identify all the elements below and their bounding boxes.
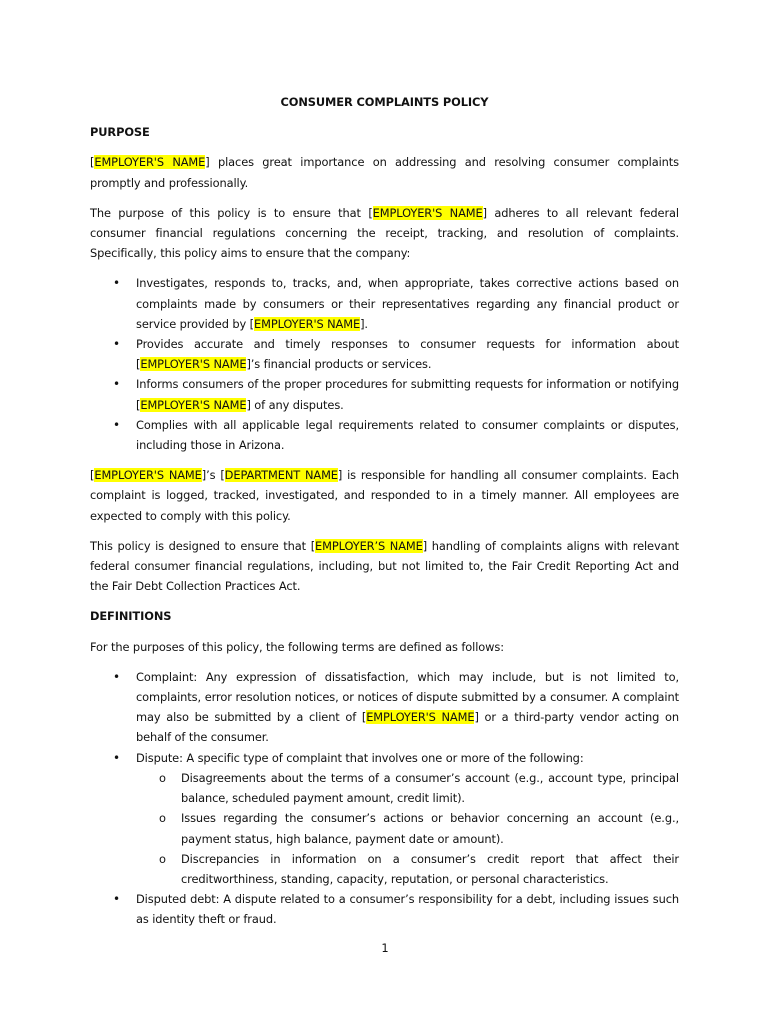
purpose-bullet-list [90, 273, 679, 455]
employer-placeholder: EMPLOYER'S NAME [140, 397, 247, 412]
employer-placeholder: EMPLOYER'S NAME [254, 316, 361, 331]
document-page [90, 92, 679, 940]
list-item: o Issues regarding the consumer’s actions or behavior concerning an account (e.g., payment status, high balance, payment date or amount). [136, 808, 679, 848]
employer-placeholder: EMPLOYER’S NAME [315, 538, 423, 553]
definitions-list [90, 667, 679, 930]
page-number: 1 [381, 941, 389, 955]
employer-placeholder: EMPLOYER'S NAME [140, 357, 247, 372]
dispute-sublist [136, 768, 679, 889]
list-item: • Complaint: Any expression of dissatisfaction, which may include, but is not limited to, complaints, error resolution notices, or notices of dispute submitted by a consumer. A complaint may also be submitted by a client of [EMPLOYER'S NAME] or a third-party vendor acting on behalf of the consumer. [90, 667, 679, 748]
list-item: • Provides accurate and timely responses to consumer requests for information about [EMPLOYER'S NAME]’s financial products or services. [90, 334, 679, 374]
employer-placeholder: EMPLOYER'S NAME [94, 468, 202, 483]
list-item: • Disputed debt: A dispute related to a consumer’s responsibility for a debt, including issues such as identity theft or fraud. [90, 889, 679, 929]
list-item: • Informs consumers of the proper procedures for submitting requests for information or notifying [EMPLOYER'S NAME] of any disputes. [90, 374, 679, 414]
list-item: o Disagreements about the terms of a consumer’s account (e.g., account type, principal balance, scheduled payment amount, credit limit). [136, 768, 679, 808]
list-item: • Investigates, responds to, tracks, and, when appropriate, takes corrective actions based on complaints made by consumers or their representatives regarding any financial product or service provided by [EMPLOYER'S NAME]. [90, 273, 679, 334]
list-item: o Discrepancies in information on a consumer’s credit report that affect their creditworthiness, standing, capacity, reputation, or personal characteristics. [136, 849, 679, 889]
purpose-paragraph-1: [EMPLOYER'S NAME] places great importance on addressing and resolving consumer complaints promptly and professionally. [90, 155, 679, 190]
employer-placeholder: EMPLOYER'S NAME [372, 205, 483, 220]
employer-placeholder: EMPLOYER'S NAME [366, 710, 475, 725]
department-placeholder: DEPARTMENT NAME [224, 468, 338, 483]
purpose-heading: PURPOSE [90, 125, 150, 140]
employer-placeholder: EMPLOYER'S NAME [94, 155, 206, 170]
document-title: CONSUMER COMPLAINTS POLICY [280, 95, 489, 109]
definitions-intro: For the purposes of this policy, the following terms are defined as follows: [90, 639, 504, 654]
list-item: • Dispute: A specific type of complaint that involves one or more of the following: o Disagreements about the terms of a consumer’s account (e.g., account type, principal balance, scheduled payment amount, credit limit). o Issues regarding the consumer’s actions or behavior concerning an account (e.g., payment status, high balance, payment date or amount). o Discrepancies in information on a consumer’s credit report that affect their creditworthiness, standing, capacity, reputation, or personal characteristics. [90, 748, 679, 889]
purpose-paragraph-3: [EMPLOYER'S NAME]’s [DEPARTMENT NAME] is responsible for handling all consumer complaints. Each complaint is logged, tracked, investigated, and responded to in a timely manner. All employees are expected to comply with this policy. [90, 468, 679, 523]
purpose-paragraph-2: The purpose of this policy is to ensure that [EMPLOYER'S NAME] adheres to all relevant federal consumer financial regulations concerning the receipt, tracking, and resolution of complaints. Specifically, this policy aims to ensure that the company: [90, 205, 679, 261]
list-item: • Complies with all applicable legal requirements related to consumer complaints or disputes, including those in Arizona. [90, 415, 679, 455]
definitions-heading: DEFINITIONS [90, 609, 172, 624]
purpose-paragraph-4: This policy is designed to ensure that [EMPLOYER’S NAME] handling of complaints aligns with relevant federal consumer financial regulations, including, but not limited to, the Fair Credit Reporting Act and the Fair Debt Collection Practices Act. [90, 538, 679, 594]
